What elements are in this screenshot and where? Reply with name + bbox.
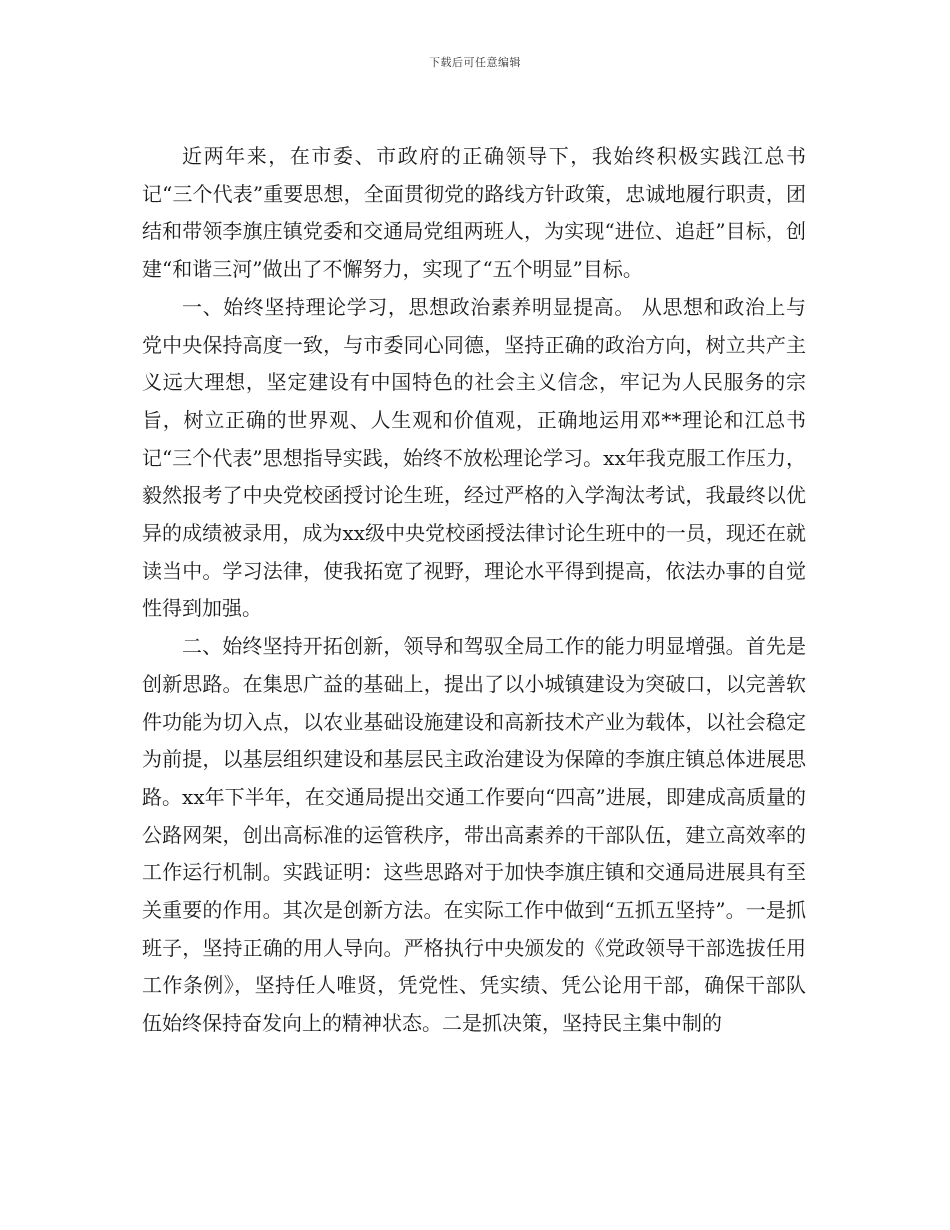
paragraph-section-1: 一、始终坚持理论学习，思想政治素养明显提高。 从思想和政治上与党中央保持高度一致，与市委同心同德，坚持正确的政治方向，树立共产主义远大理想，坚定建设有中国特色的社会主义信念，牢记为人民服务的宗旨，树立正确的世界观、人生观和价值观，正确地运用邓**理论和江总书记“三个代表”思想指导实践，始终不放松理论学习。xx年我克服工作压力，毅然报考了中央党校函授讨论生班，经过严格的入学淘汰考试，我最终以优异的成绩被录用，成为xx级中央党校函授法律讨论生班中的一员，现还在就读当中。学习法律，使我拓宽了视野，理论水平得到提高，依法办事的自觉性得到加强。 [142, 294, 806, 621]
document-body [142, 138, 806, 1043]
page-header: 下载后可任意编辑 [429, 56, 521, 69]
paragraph-intro: 近两年来，在市委、市政府的正确领导下，我始终积极实践江总书记“三个代表”重要思想，全面贯彻党的路线方针政策，忠诚地履行职责，团结和带领李旗庄镇党委和交通局党组两班人，为实现“进位、追赶”目标，创建“和谐三河”做出了不懈努力，实现了“五个明显”目标。 [142, 144, 806, 282]
paragraph-section-2: 二、始终坚持开拓创新，领导和驾驭全局工作的能力明显增强。首先是创新思路。在集思广益的基础上，提出了以小城镇建设为突破口，以完善软件功能为切入点，以农业基础设施建设和高新技术产业为载体，以社会稳定为前提，以基层组织建设和基层民主政治建设为保障的李旗庄镇总体进展思路。xx年下半年，在交通局提出交通工作要向“四高”进展，即建成高质量的公路网架，创出高标准的运管秩序，带出高素养的干部队伍，建立高效率的工作运行机制。实践证明：这些思路对于加快李旗庄镇和交通局进展具有至关重要的作用。其次是创新方法。在实际工作中做到“五抓五坚持”。一是抓班子，坚持正确的用人导向。严格执行中央颁发的《党政领导干部选拔任用工作条例》，坚持任人唯贤，凭党性、凭实绩、凭公论用干部，确保干部队伍始终保持奋发向上的精神状态。二是抓决策，坚持民主集中制的 [142, 634, 806, 1036]
